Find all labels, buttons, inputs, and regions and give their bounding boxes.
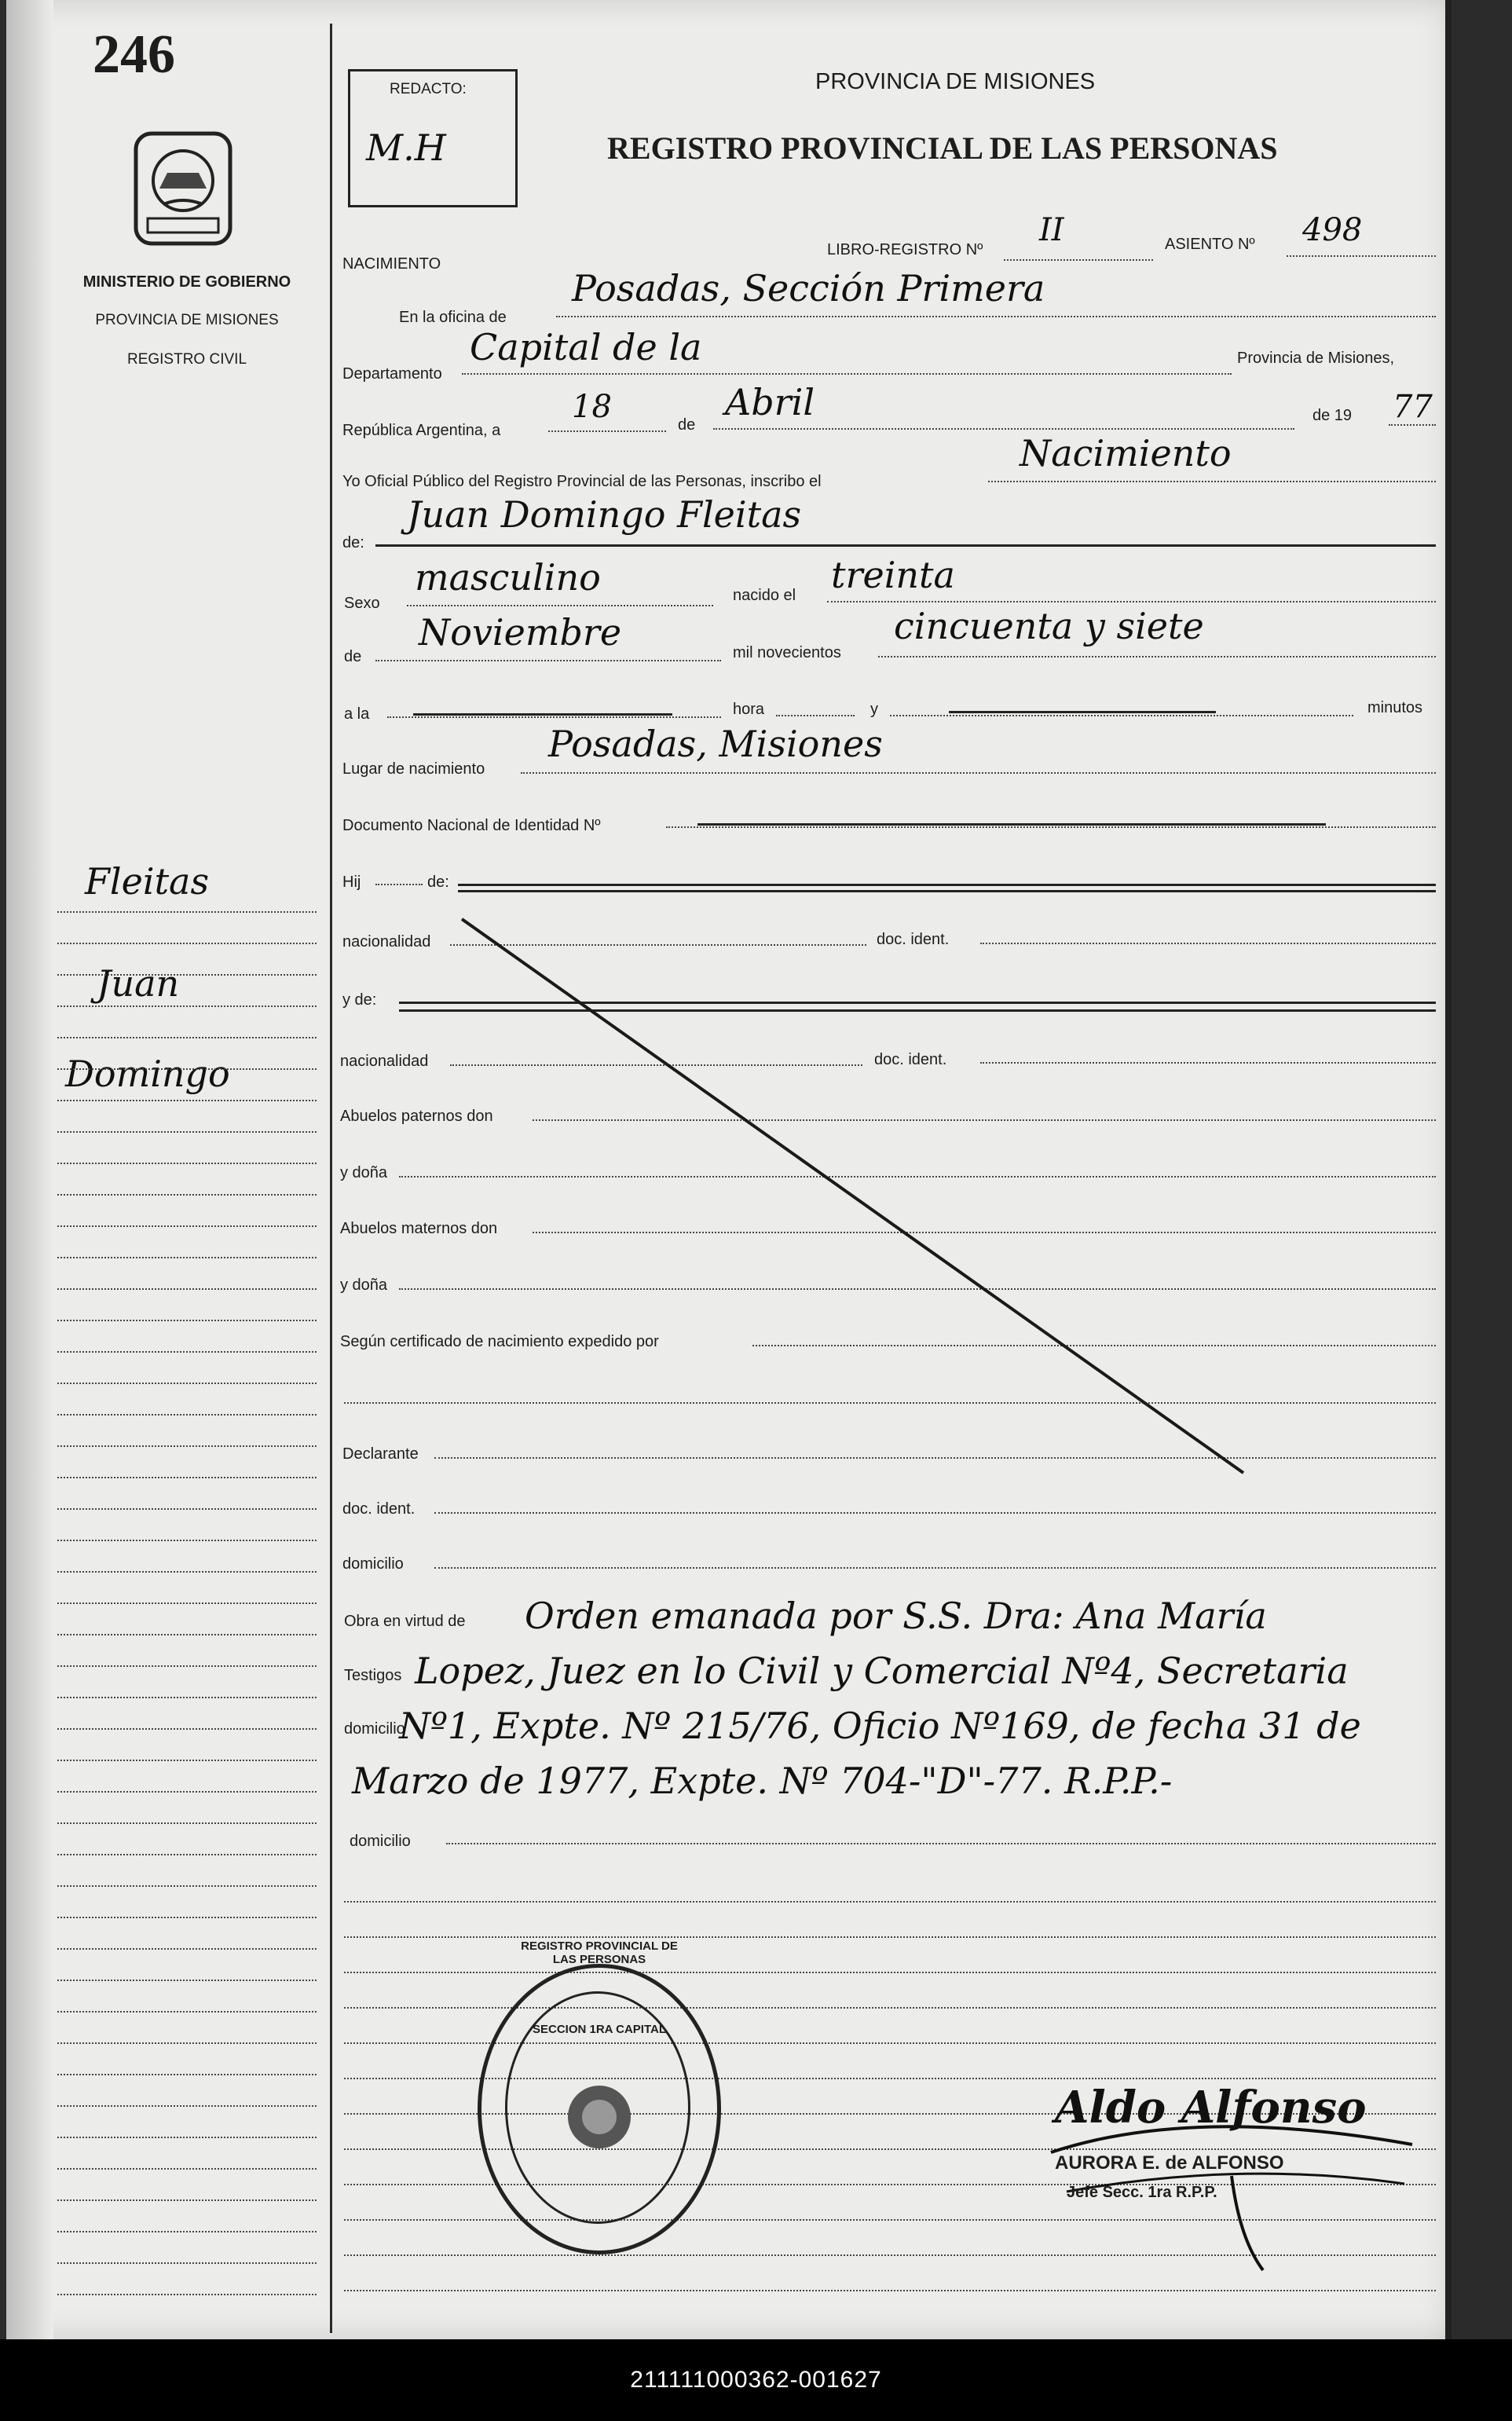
nacido-label: nacido el xyxy=(733,587,796,604)
nacido-anio-value: cincuenta y siete xyxy=(894,605,1204,647)
domicilio3-label: domicilio xyxy=(350,1833,411,1850)
de2-label: de xyxy=(344,648,362,665)
nacido-dia-value: treinta xyxy=(831,554,955,596)
obra-line-4: Marzo de 1977, Expte. Nº 704-"D"-77. R.P.P.- xyxy=(352,1760,1173,1802)
libro-label: LIBRO-REGISTRO Nº xyxy=(827,241,983,258)
body-rule xyxy=(344,2290,1436,2291)
anio-label: de 19 xyxy=(1312,407,1353,424)
redacto-value: M.H xyxy=(366,126,446,169)
dni-label: Documento Nacional de Identidad Nº xyxy=(342,817,601,834)
mil-label: mil novecientos xyxy=(733,644,841,661)
page-number: 246 xyxy=(93,24,175,85)
nacido-mes-value: Noviembre xyxy=(419,611,622,654)
body-rule xyxy=(344,1901,1436,1903)
abuelos-p-label: Abuelos paternos don xyxy=(340,1108,493,1125)
header-province: PROVINCIA DE MISIONES xyxy=(815,69,1096,94)
docident2-label: doc. ident. xyxy=(874,1051,947,1068)
docident-label: doc. ident. xyxy=(877,931,950,948)
hij-label: Hij xyxy=(342,874,361,891)
asiento-label: ASIENTO Nº xyxy=(1165,236,1255,253)
oficial-label: Yo Oficial Público del Registro Provincial de las Personas, inscribo el xyxy=(342,473,822,490)
abuelos-m-label: Abuelos maternos don xyxy=(340,1220,498,1237)
y-label: y xyxy=(870,701,878,718)
signature-scribble: Aldo Alfonso xyxy=(1055,2082,1367,2133)
nombre-value: Juan Domingo Fleitas xyxy=(407,493,802,536)
record-type-label: NACIMIENTO xyxy=(342,255,441,273)
obra-label: Obra en virtud de xyxy=(344,1613,466,1630)
de-label: de xyxy=(678,416,696,434)
nacionalidad2-label: nacionalidad xyxy=(340,1053,429,1070)
yde-label: y de: xyxy=(342,991,377,1009)
hora-label: hora xyxy=(733,701,765,718)
margin-second-name: Domingo xyxy=(65,1053,230,1095)
ala-label: a la xyxy=(344,705,370,723)
nacionalidad-label: nacionalidad xyxy=(342,933,431,950)
seal-text: REGISTRO PROVINCIAL DE LAS PERSONAS xyxy=(521,1939,678,1966)
left-province-label: PROVINCIA DE MISIONES xyxy=(95,312,279,328)
provincia-label: Provincia de Misiones, xyxy=(1237,350,1395,367)
ydona2-label: y doña xyxy=(340,1276,388,1294)
libro-value: II xyxy=(1039,212,1064,248)
sexo-value: masculino xyxy=(415,556,601,599)
acto-value: Nacimiento xyxy=(1020,432,1232,474)
domicilio2-label: domicilio xyxy=(344,1720,405,1738)
obra-line-3: Nº1, Expte. Nº 215/76, Oficio Nº169, de fecha 31 de xyxy=(399,1705,1361,1747)
dia-value: 18 xyxy=(572,389,612,425)
obra-line-1: Orden emanada por S.S. Dra: Ana María xyxy=(525,1595,1267,1637)
signature-stamp-name: AURORA E. de ALFONSO xyxy=(1055,2152,1284,2174)
ministry-label: MINISTERIO DE GOBIERNO xyxy=(82,273,291,291)
declarante-label: Declarante xyxy=(342,1445,419,1463)
persona-label: de: xyxy=(342,534,364,551)
margin-surname: Fleitas xyxy=(85,860,210,903)
departamento-value: Capital de la xyxy=(470,326,702,368)
testigos-label: Testigos xyxy=(344,1667,402,1684)
anio-value: 77 xyxy=(1393,389,1433,425)
mes-value: Abril xyxy=(725,381,815,423)
oficina-value: Posadas, Sección Primera xyxy=(572,267,1045,309)
redacto-label: REDACTO: xyxy=(390,81,467,97)
body-rule xyxy=(344,1936,1436,1938)
page-title: REGISTRO PROVINCIAL DE LAS PERSONAS xyxy=(607,130,1278,166)
margin-first-name: Juan xyxy=(97,962,180,1005)
oficina-label: En la oficina de xyxy=(399,309,507,326)
de3-label: de: xyxy=(427,874,449,891)
certificado-label: Según certificado de nacimiento expedido por xyxy=(340,1333,659,1350)
domicilio-label: domicilio xyxy=(342,1555,404,1573)
registry-seal xyxy=(478,1939,721,2254)
seal-inner-text: SECCION 1RA CAPITAL xyxy=(532,2023,666,2036)
obra-line-2: Lopez, Juez en lo Civil y Comercial Nº4, Secretaria xyxy=(415,1650,1349,1692)
signature-block xyxy=(1035,2058,1428,2278)
body-rule xyxy=(344,1972,1436,1973)
seal-emblem-icon xyxy=(560,2078,639,2156)
ydona-label: y doña xyxy=(340,1164,388,1181)
sexo-label: Sexo xyxy=(344,595,380,612)
footer-id: 211111000362-001627 xyxy=(0,2339,1512,2421)
asiento-value: 498 xyxy=(1302,212,1363,248)
cancel-diagonal xyxy=(6,0,1452,2339)
republica-label: República Argentina, a xyxy=(342,422,501,439)
document-page xyxy=(6,0,1452,2339)
page-right-edge xyxy=(1445,0,1452,2339)
signature-stamp-title: Jefe Secc. 1ra R.P.P. xyxy=(1067,2184,1217,2201)
departamento-label: Departamento xyxy=(342,365,442,383)
body-rule xyxy=(344,2007,1436,2009)
registry-label: REGISTRO CIVIL xyxy=(126,351,247,368)
minutos-label: minutos xyxy=(1367,699,1423,716)
lugar-label: Lugar de nacimiento xyxy=(342,760,485,778)
lugar-value: Posadas, Misiones xyxy=(548,723,883,765)
docident3-label: doc. ident. xyxy=(342,1500,416,1518)
